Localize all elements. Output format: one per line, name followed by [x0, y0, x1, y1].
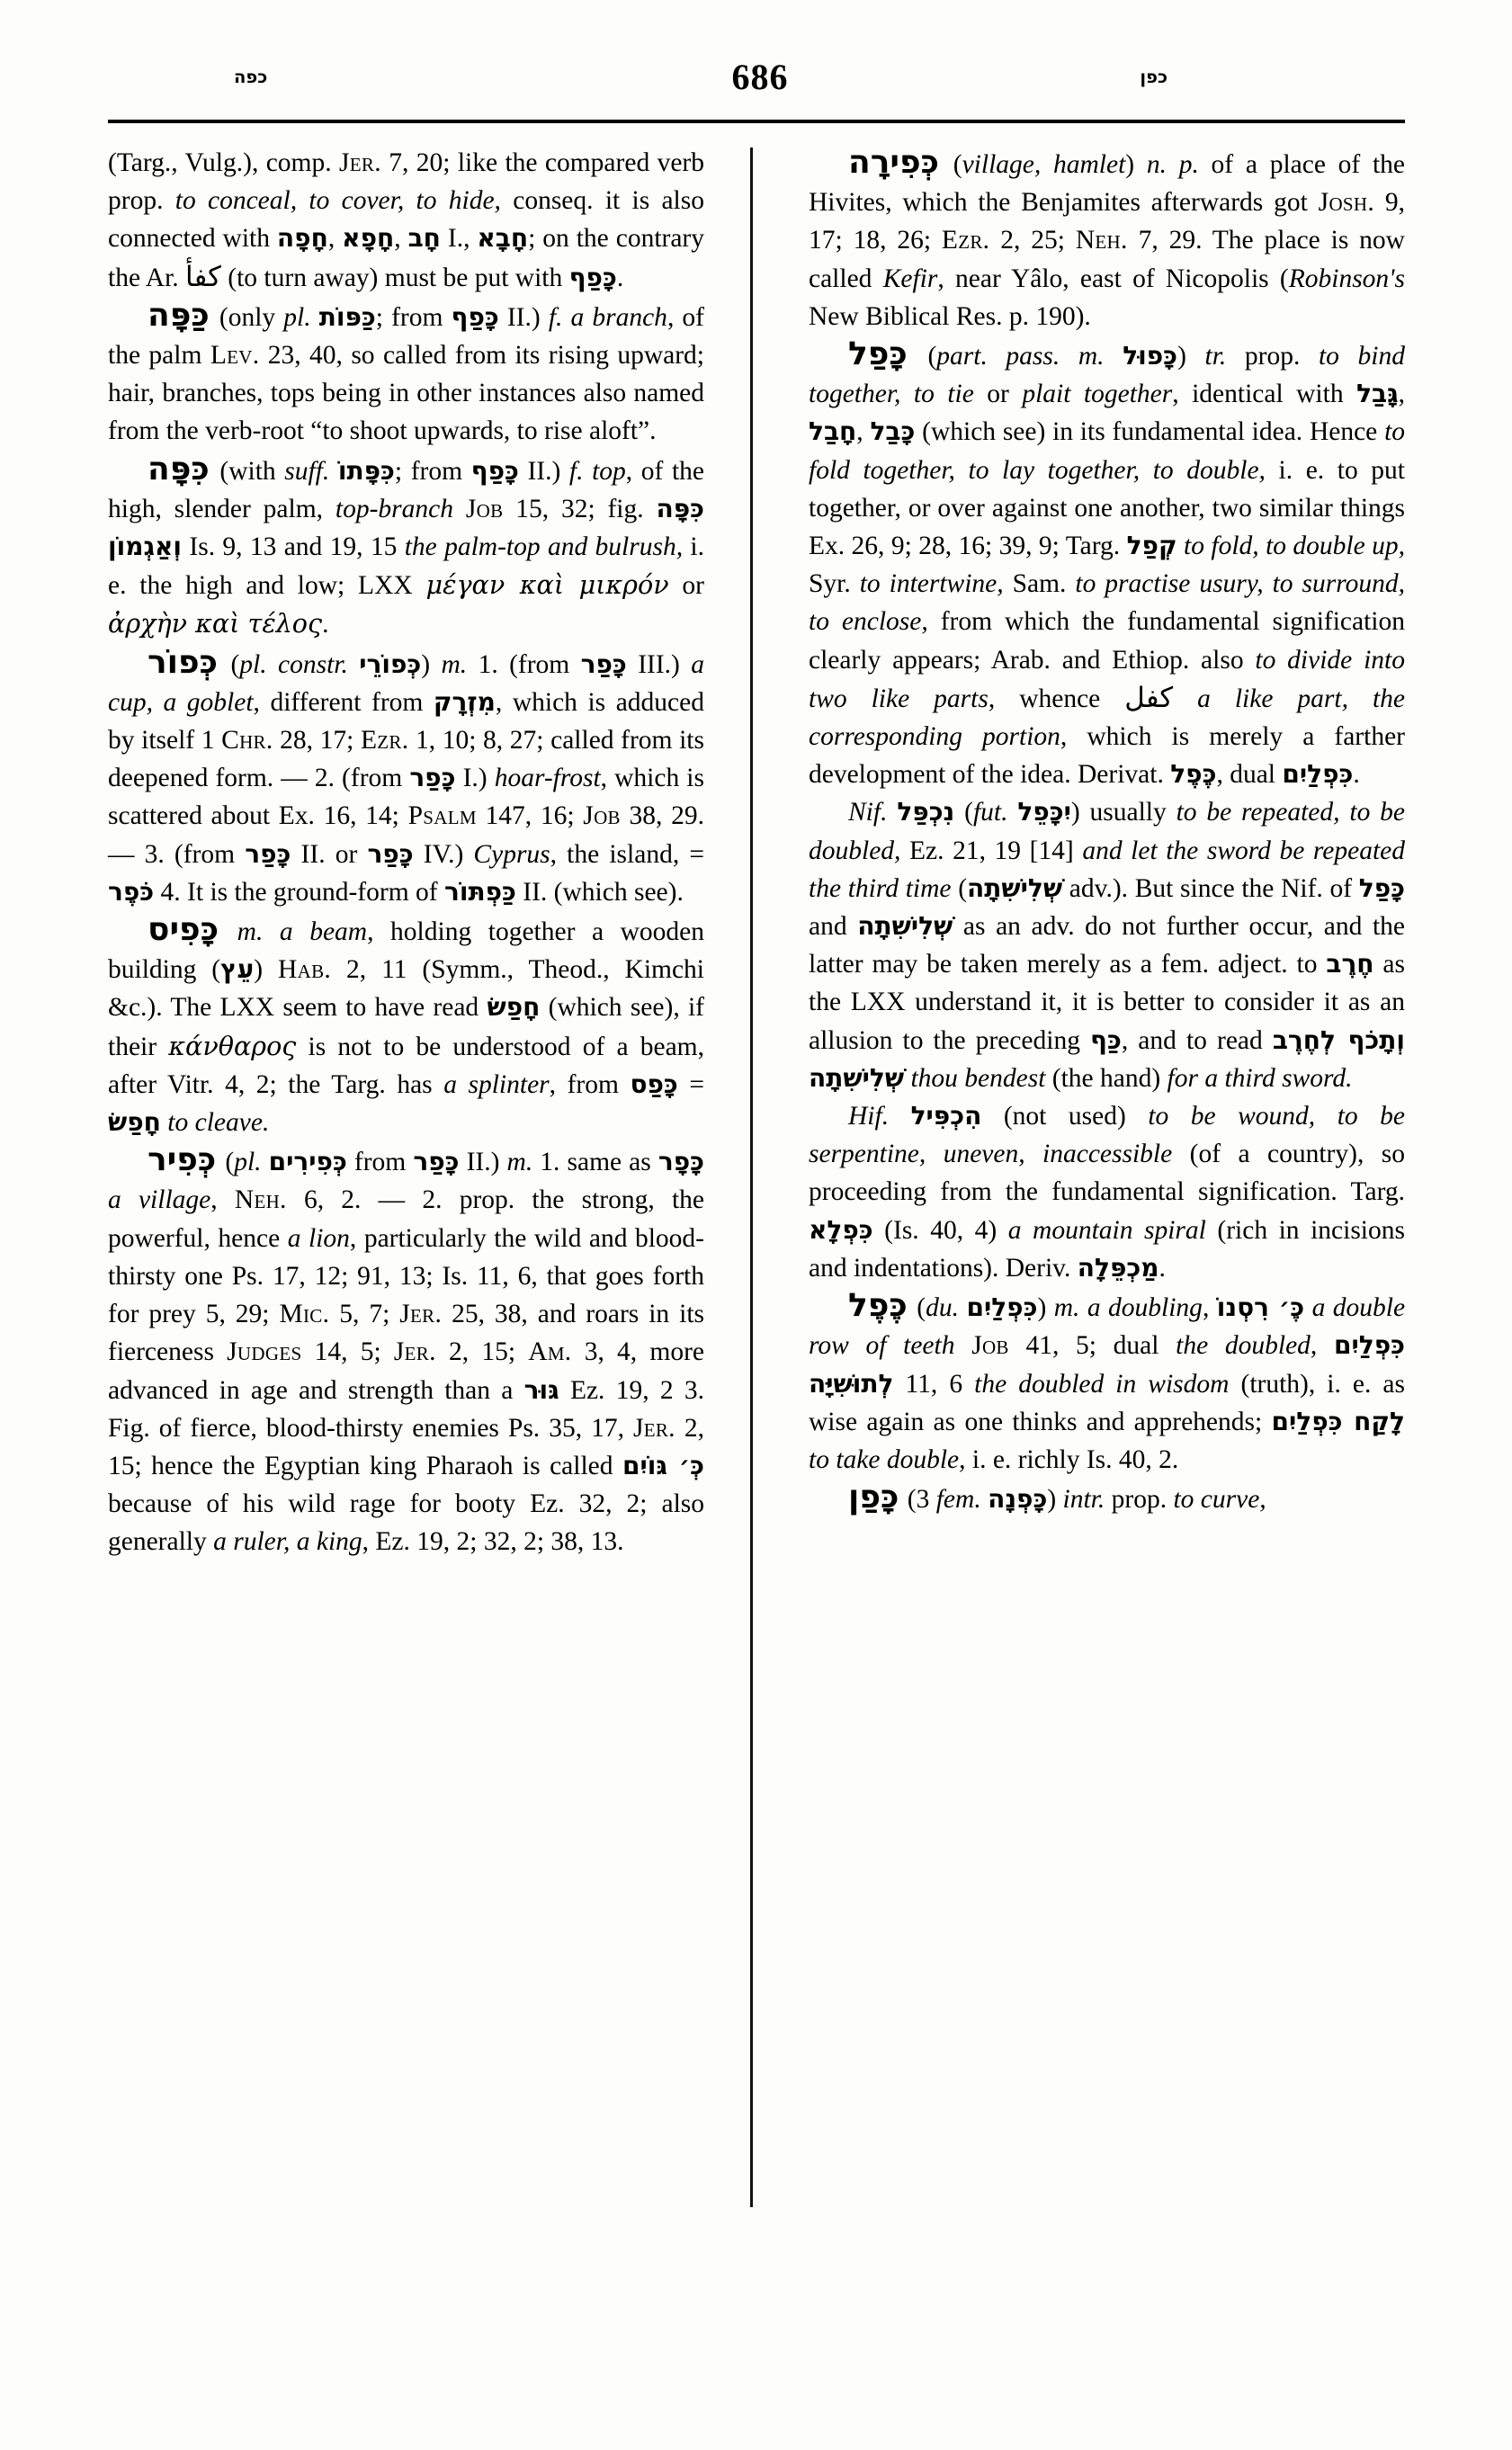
- italic-run: to practise usury, to surround, to enclose,: [809, 569, 1405, 637]
- text-run: ): [1047, 1485, 1063, 1515]
- text-run: , which is adduced by itself 1: [108, 687, 704, 756]
- text-run: ): [254, 955, 279, 985]
- italic-run: a mountain spiral: [1007, 1215, 1206, 1245]
- text-run: 41, 5; dual: [1008, 1331, 1176, 1361]
- hebrew-word: כָּפַל: [1358, 872, 1406, 903]
- hebrew-word: שְׁלִישִׁתָה: [967, 872, 1063, 903]
- header-right-hebrew-word: כפן: [1140, 67, 1168, 87]
- text-run: , of the palm: [108, 302, 704, 371]
- text-run: 4. It is the ground-form of: [154, 877, 444, 907]
- text-run: (Targ., Vulg.), comp.: [108, 148, 339, 177]
- italic-run: Nif.: [848, 798, 888, 827]
- greek-phrase: ἀρχὴν καὶ τέλος: [108, 608, 323, 639]
- column-divider-rule: [750, 148, 753, 2207]
- header-left-hebrew-word: כפה: [234, 67, 268, 87]
- text-run: ): [421, 649, 442, 679]
- hebrew-word: כָּפָר: [658, 1147, 705, 1177]
- small-caps-reference: Job: [583, 801, 621, 831]
- text-run: , i. e. richly Is. 40, 2.: [959, 1444, 1179, 1474]
- hebrew-word: כָּבַל: [870, 416, 916, 447]
- text-run: [453, 495, 466, 523]
- italic-run: the doubled: [1176, 1331, 1311, 1361]
- text-run: , from: [549, 1069, 631, 1099]
- hebrew-word: כָּפַף: [451, 301, 499, 332]
- hebrew-word: הִכְפִּיל: [910, 1101, 982, 1131]
- small-caps-reference: Mic.: [279, 1300, 330, 1329]
- small-caps-reference: Am.: [528, 1337, 572, 1367]
- hebrew-word: כִּפְלַיִם: [966, 1292, 1038, 1323]
- entry-kephir: [108, 1141, 704, 1560]
- header-divider-rule: [108, 120, 1405, 123]
- hebrew-word: כָּפַר: [409, 763, 456, 793]
- text-run: 2, 15;: [435, 1337, 529, 1367]
- hebrew-word: גָּבַל: [1356, 379, 1399, 409]
- text-run: , near Yâlo, east of Nicopolis (: [937, 264, 1289, 293]
- hebrew-headword: כְּפִיר: [148, 1141, 217, 1179]
- text-run: ,: [856, 417, 871, 447]
- hebrew-headword: כַּפָּה: [148, 296, 210, 334]
- italic-run: a splinter: [443, 1069, 550, 1099]
- italic-run: n. p.: [1146, 150, 1199, 179]
- italic-run: a cup, a goblet: [108, 649, 705, 717]
- hebrew-word: נִכְפַּל: [897, 797, 955, 827]
- text-run: (truth), i. e. as wise again as one thinks and apprehends;: [809, 1369, 1405, 1436]
- hebrew-headword: כֶּפֶל: [848, 1287, 908, 1325]
- italic-run: to bind together, to tie: [809, 342, 1405, 409]
- small-caps-reference: Neh.: [1075, 226, 1128, 255]
- hebrew-word: כְּ׳ גּוֹיִם: [622, 1450, 705, 1480]
- hebrew-word: כִּפְלָא: [809, 1214, 873, 1245]
- small-caps-reference: Judges: [227, 1337, 302, 1367]
- hebrew-word: יִכָּפֵל: [1017, 797, 1071, 827]
- italic-run: to conceal, to cover, to hide,: [174, 186, 501, 216]
- page-number: 686: [731, 57, 789, 97]
- entry-kaphis: [108, 911, 704, 1141]
- hebrew-word: כֶּפֶל: [1170, 759, 1217, 790]
- italic-run: plait together: [1022, 380, 1173, 409]
- hebrew-headword: כְּפִירָה: [848, 144, 940, 181]
- entry-kephel: [809, 1287, 1405, 1479]
- italic-run: to intertwine,: [859, 569, 1004, 599]
- text-run: .: [1159, 1253, 1166, 1283]
- hebrew-headword: כְּפוֹר: [148, 643, 219, 681]
- text-run: (: [951, 873, 968, 903]
- right-text-column: [809, 144, 1405, 2374]
- italic-run: a like part, the corresponding portion: [809, 684, 1405, 752]
- italic-run: to fold, to double up,: [1184, 532, 1406, 561]
- left-text-column: [108, 144, 704, 2374]
- hebrew-word: כִּפָּתוֹ: [337, 455, 395, 486]
- hebrew-word: חֶרֶב: [1326, 949, 1374, 979]
- text-run: Sam.: [1003, 569, 1076, 599]
- text-run: (3: [900, 1485, 936, 1515]
- small-caps-reference: Jer.: [632, 1413, 675, 1443]
- text-run: ; from: [394, 456, 471, 486]
- greek-phrase: κάνθαρος: [168, 1030, 297, 1061]
- italic-run: to divide into two like parts: [809, 645, 1405, 713]
- text-run: III.): [626, 649, 692, 679]
- text-run: 25, 38, and roars in its fierceness: [108, 1300, 704, 1367]
- text-run: 1, 10; 8, 27; called from its deepened form. — 2. (from: [108, 726, 704, 793]
- hebrew-word: כַּפּוֹת: [318, 301, 376, 332]
- greek-phrase: μέγαν καὶ μικρόν: [425, 569, 669, 601]
- text-run: or: [973, 380, 1023, 409]
- text-run: prop.: [1226, 342, 1319, 371]
- italic-run: part. pass. m.: [936, 342, 1105, 371]
- text-run: (which see) in its fundamental idea. Hence: [915, 417, 1385, 447]
- hebrew-word: חָבַל: [809, 416, 857, 447]
- hebrew-word: כָּפַר: [245, 838, 291, 869]
- entry-kaphah-continued: [108, 144, 704, 297]
- hebrew-word: חָבָא: [477, 223, 529, 254]
- italic-run: fut.: [972, 798, 1008, 827]
- italic-run: m. a beam: [237, 917, 368, 947]
- text-run: II.): [498, 302, 549, 332]
- text-run: (which see), if their: [108, 993, 704, 1061]
- italic-run: for a third sword.: [1167, 1063, 1353, 1093]
- italic-run: du.: [926, 1293, 959, 1323]
- text-run: (: [219, 649, 240, 679]
- text-run: 2, 11 (Symm., Theod., Kimchi &c.). The LXX seem to have read: [108, 955, 704, 1023]
- text-run: (only: [210, 302, 284, 332]
- small-caps-reference: Job: [465, 494, 504, 523]
- small-caps-reference: Psalm: [407, 801, 477, 831]
- hebrew-word: עֵץ: [220, 954, 255, 985]
- text-run: as an adv. do not further occur, and the latter may be taken merely as a fem. adject. to: [809, 912, 1406, 979]
- text-run: conseq. it is also connected with: [108, 186, 704, 254]
- italic-run: the doubled in wisdom: [974, 1369, 1230, 1399]
- italic-run: m.: [506, 1148, 533, 1177]
- text-run: , which is merely a farther development of the idea. Derivat.: [809, 722, 1405, 790]
- text-run: 1. (from: [467, 649, 581, 679]
- text-run: i. e. the high and low; LXX: [108, 532, 705, 601]
- text-run: [887, 798, 897, 827]
- hebrew-headword: כָּפַן: [848, 1479, 899, 1516]
- italic-run: pl. constr.: [239, 649, 348, 679]
- text-run: 2, 25;: [989, 226, 1076, 255]
- arabic-word: كفل: [1124, 681, 1174, 714]
- hebrew-word: מִזְרָק: [433, 686, 496, 717]
- small-caps-reference: Chr.: [221, 726, 273, 756]
- text-run: ,: [210, 1185, 235, 1215]
- italic-run: suff.: [284, 456, 330, 486]
- text-run: [262, 1148, 269, 1176]
- italic-run: village, hamlet: [962, 150, 1126, 179]
- small-caps-reference: Ezr.: [360, 726, 409, 756]
- text-run: ,: [1202, 1293, 1217, 1323]
- italic-run: fem.: [935, 1485, 981, 1515]
- hebrew-word: כָּפַר: [413, 1147, 460, 1177]
- hebrew-word: כִּפָּה וְאַגְמוֹן: [108, 493, 705, 562]
- text-run: , Ez. 19, 2; 32, 2; 38, 13.: [362, 1527, 624, 1557]
- text-run: .: [616, 263, 624, 292]
- entry-kappah: [108, 297, 704, 451]
- text-run: I.): [455, 764, 495, 793]
- text-run: , the island, =: [550, 839, 704, 869]
- text-run: 6, 2. — 2. prop. the strong, the powerful, hence: [108, 1185, 704, 1253]
- text-run: II.): [459, 1148, 507, 1177]
- text-run: ,: [1310, 1331, 1334, 1361]
- hebrew-word: מַכְפֵּלָה: [1077, 1252, 1159, 1283]
- text-run: [1007, 798, 1017, 827]
- small-caps-reference: Jer.: [393, 1337, 436, 1367]
- text-run: ): [1177, 342, 1205, 371]
- text-run: ,: [394, 224, 408, 254]
- hebrew-word: כָּפַף: [568, 262, 617, 292]
- hebrew-word: כִּפְלַיִם: [1282, 759, 1354, 790]
- italic-run: Cyprus: [473, 839, 550, 869]
- text-run: 14, 5;: [301, 1337, 394, 1367]
- text-run: , holding together a wooden building (: [108, 917, 705, 985]
- text-run: 1. same as: [532, 1148, 658, 1177]
- text-run: , and to read: [1121, 1025, 1273, 1055]
- text-run: 23, 40, so called from its rising upward; hair, branches, tops being in other instances also named from the verb-root “to shoot upwards, to rise aloft”.: [108, 341, 705, 446]
- small-caps-reference: Lev.: [210, 341, 260, 371]
- hebrew-word: כִּפְלַיִם לְתוּשִׁיָּה: [809, 1330, 1405, 1399]
- hebrew-word: כָּפַס: [630, 1069, 678, 1099]
- text-run: [329, 457, 338, 486]
- text-run: (Is. 40, 4): [872, 1215, 1008, 1245]
- text-run: [1304, 1293, 1311, 1322]
- text-run: .: [1353, 760, 1360, 790]
- text-run: (: [954, 798, 973, 827]
- text-run: 3, 4, more advanced in age and strength than a: [108, 1337, 704, 1405]
- text-run: [954, 1331, 971, 1360]
- italic-run: m. a doubling: [1053, 1293, 1203, 1323]
- italic-run: hoar-frost: [494, 764, 601, 793]
- italic-run: f. a branch: [548, 302, 667, 332]
- text-run: ) usually: [1070, 798, 1176, 827]
- text-run: (: [908, 342, 937, 371]
- hebrew-word: חָפָה: [276, 223, 328, 254]
- text-run: 11, 6: [893, 1369, 975, 1399]
- italic-run: m.: [441, 649, 468, 679]
- text-run: i. e. to put together, or over against one another, two similar things Ex. 26, 9; 28, 16; 39, 9; Targ.: [809, 455, 1405, 561]
- entry-hifil: [809, 1097, 1405, 1287]
- text-run: , dual: [1216, 760, 1283, 790]
- text-run: I.,: [440, 224, 478, 254]
- entry-kaphal: [809, 335, 1405, 793]
- italic-run: a double row of teeth: [809, 1293, 1406, 1361]
- text-run: [1105, 342, 1123, 371]
- text-run: is not to be understood of a beam, after Vitr. 4, 2; the Targ. has: [108, 1032, 704, 1099]
- hebrew-headword: כִּפָּה: [148, 450, 210, 487]
- hebrew-word: חָפַשׂ: [108, 1107, 161, 1138]
- small-caps-reference: Jer.: [399, 1300, 443, 1329]
- text-run: (with: [210, 456, 285, 486]
- hebrew-word: כַּפְתּוֹר: [443, 876, 516, 907]
- hebrew-word: שְׁלִישִׁתָה: [857, 911, 953, 942]
- hebrew-word: כְּפוֹרֵי: [359, 648, 422, 679]
- small-caps-reference: Hab.: [278, 955, 332, 985]
- text-run: IV.): [413, 839, 474, 869]
- hebrew-word: חָפַשׂ: [487, 992, 541, 1023]
- entry-kippah: [108, 451, 704, 644]
- italic-run: intr.: [1062, 1485, 1105, 1515]
- text-run: [889, 1102, 911, 1131]
- text-run: (to turn away) must be put with: [220, 263, 569, 292]
- text-run: of a place of the Hivites, which the Benjamites afterwards got: [809, 150, 1405, 218]
- small-caps-reference: Neh.: [234, 1185, 287, 1215]
- text-run: (: [941, 150, 962, 179]
- italic-run: top-branch: [335, 494, 453, 523]
- text-run: Ez. 19, 2 3. Fig. of fierce, blood-thirsty enemies Ps. 35, 17,: [108, 1375, 704, 1443]
- hebrew-word: כָּפַר: [367, 838, 414, 869]
- text-run: 5, 7;: [329, 1300, 400, 1329]
- italic-run: Robinson's: [1288, 264, 1405, 293]
- text-run: ): [1037, 1293, 1054, 1323]
- italic-run: to be repeated, to be doubled,: [809, 798, 1406, 865]
- italic-run: a ruler, a king: [213, 1527, 362, 1557]
- hebrew-headword: כָּפַל: [848, 335, 908, 373]
- italic-run: f. top: [568, 456, 626, 486]
- italic-run: to cleave.: [167, 1108, 270, 1138]
- text-run: [311, 303, 319, 332]
- text-run: (the hand): [1045, 1063, 1168, 1093]
- hebrew-word: כָּפַף: [470, 455, 519, 486]
- italic-run: pl.: [234, 1148, 262, 1177]
- text-columns: [108, 144, 1405, 2374]
- small-caps-reference: Ezr.: [941, 226, 990, 255]
- text-run: 15, 32; fig.: [503, 494, 657, 523]
- text-run: II.): [518, 456, 569, 486]
- text-run: 2, 15; hence the Egyptian king Pharaoh is called: [108, 1413, 704, 1480]
- text-run: Ez. 21, 19 [14]: [900, 836, 1083, 865]
- hebrew-word: כֶּ׳ רִסְנוֹ: [1216, 1292, 1305, 1323]
- text-run: [1177, 532, 1184, 560]
- hebrew-word: חָב: [407, 223, 441, 254]
- text-run: (rich in incisions and indentations). Deriv.: [809, 1215, 1405, 1283]
- hebrew-word: וְתָכֹף לְחֶרֶב שְׁלִישִׁתָה: [809, 1024, 1405, 1093]
- hebrew-word: כָּפְנָה: [988, 1484, 1048, 1515]
- entry-nifal: [809, 793, 1405, 1097]
- text-run: as the LXX understand it, it is better to consider it as an allusion to the preceding: [809, 950, 1406, 1055]
- italic-run: thou bendest: [910, 1063, 1046, 1093]
- hebrew-word: כַּף: [1090, 1024, 1122, 1055]
- text-run: 147, 16;: [476, 801, 584, 831]
- text-run: 7, 20; like the compared verb prop.: [108, 148, 704, 216]
- italic-run: to curve,: [1173, 1485, 1266, 1515]
- text-run: from: [346, 1148, 414, 1177]
- italic-run: to be wound, to be serpentine, uneven, inaccessible: [809, 1102, 1405, 1169]
- small-caps-reference: Josh.: [1318, 188, 1375, 218]
- running-head: [135, 50, 1385, 115]
- text-run: 38, 29. — 3. (from: [108, 801, 705, 869]
- text-run: ; on the contrary the Ar.: [108, 224, 705, 292]
- small-caps-reference: Jer.: [339, 148, 381, 177]
- text-run: ,: [1398, 380, 1405, 409]
- text-run: , of the high, slender palm,: [108, 456, 704, 523]
- text-run: adv.). But since the Nif. of: [1062, 873, 1359, 903]
- text-run: .: [322, 610, 329, 639]
- italic-run: tr.: [1204, 342, 1227, 371]
- text-run: ,: [327, 224, 343, 254]
- hebrew-word: כָּפוּל: [1123, 341, 1178, 371]
- hebrew-word: חָפָא: [342, 223, 395, 254]
- text-run: because of his wild rage for booty Ez. 32, 2; also generally: [108, 1489, 704, 1557]
- text-run: [348, 650, 359, 679]
- small-caps-reference: Job: [971, 1331, 1009, 1361]
- text-run: , identical with: [1172, 380, 1357, 409]
- text-run: 28, 17;: [273, 726, 361, 756]
- italic-run: Hif.: [848, 1102, 890, 1131]
- hebrew-word: כְּפִירִים: [268, 1147, 347, 1177]
- hebrew-word: קְפַל: [1126, 531, 1177, 561]
- italic-run: to fold together, to lay together, to double,: [809, 417, 1406, 485]
- italic-run: a village: [108, 1185, 211, 1215]
- text-run: from which the fundamental signification clearly appears; Arab. and Ethiop. also: [809, 607, 1405, 675]
- hebrew-headword: כָּפִיס: [148, 911, 219, 949]
- text-run: New Biblical Res. p. 190).: [809, 301, 1091, 331]
- italic-run: the palm-top and bulrush,: [404, 532, 684, 562]
- text-run: 7, 29. The place is now called: [809, 226, 1405, 293]
- text-run: ; from: [375, 302, 452, 332]
- text-run: ): [1125, 150, 1147, 179]
- text-run: II. or: [291, 839, 368, 869]
- entry-kephor: [108, 644, 704, 911]
- text-run: (of a country), so proceeding from the fundamental signification. Targ.: [809, 1140, 1405, 1207]
- text-run: (: [218, 1148, 235, 1177]
- hebrew-word: כָּפַר: [580, 648, 627, 679]
- entry-kephirah: [809, 144, 1405, 335]
- entry-kaphan: [809, 1479, 1405, 1518]
- italic-run: pl.: [283, 302, 311, 332]
- arabic-word: كفأ: [185, 260, 221, 293]
- text-run: (: [908, 1293, 926, 1323]
- text-run: 9, 17; 18, 26;: [809, 188, 1406, 255]
- italic-run: to take double: [809, 1444, 960, 1474]
- text-run: [1173, 684, 1197, 713]
- text-run: =: [677, 1069, 704, 1099]
- italic-run: a lion: [287, 1223, 350, 1253]
- text-run: and: [809, 912, 858, 942]
- text-run: (not used): [981, 1102, 1149, 1131]
- hebrew-word: לָקַח כִּפְלַיִם: [1271, 1406, 1406, 1436]
- italic-run: and let the sword be repeated the third time: [809, 836, 1405, 903]
- text-run: , different from: [253, 687, 434, 717]
- italic-run: Kefir: [882, 264, 938, 293]
- text-run: II. (which see).: [515, 877, 684, 907]
- text-run: , particularly the wild and blood-thirsty one Ps. 17, 12; 91, 13; Is. 11, 6, that goes forth for prey 5, 29;: [108, 1223, 704, 1329]
- hebrew-word: כֹּפֶר: [108, 876, 155, 907]
- text-run: , whence: [988, 684, 1125, 713]
- text-run: [220, 917, 237, 946]
- text-run: Is. 9, 13 and 19, 15: [182, 532, 405, 562]
- text-run: or: [668, 571, 705, 601]
- text-run: [981, 1485, 988, 1514]
- hebrew-word: גּוּר: [523, 1374, 559, 1405]
- text-run: , which is scattered about Ex. 16, 14;: [108, 764, 704, 831]
- text-run: prop.: [1105, 1485, 1174, 1515]
- text-run: Syr.: [809, 569, 860, 599]
